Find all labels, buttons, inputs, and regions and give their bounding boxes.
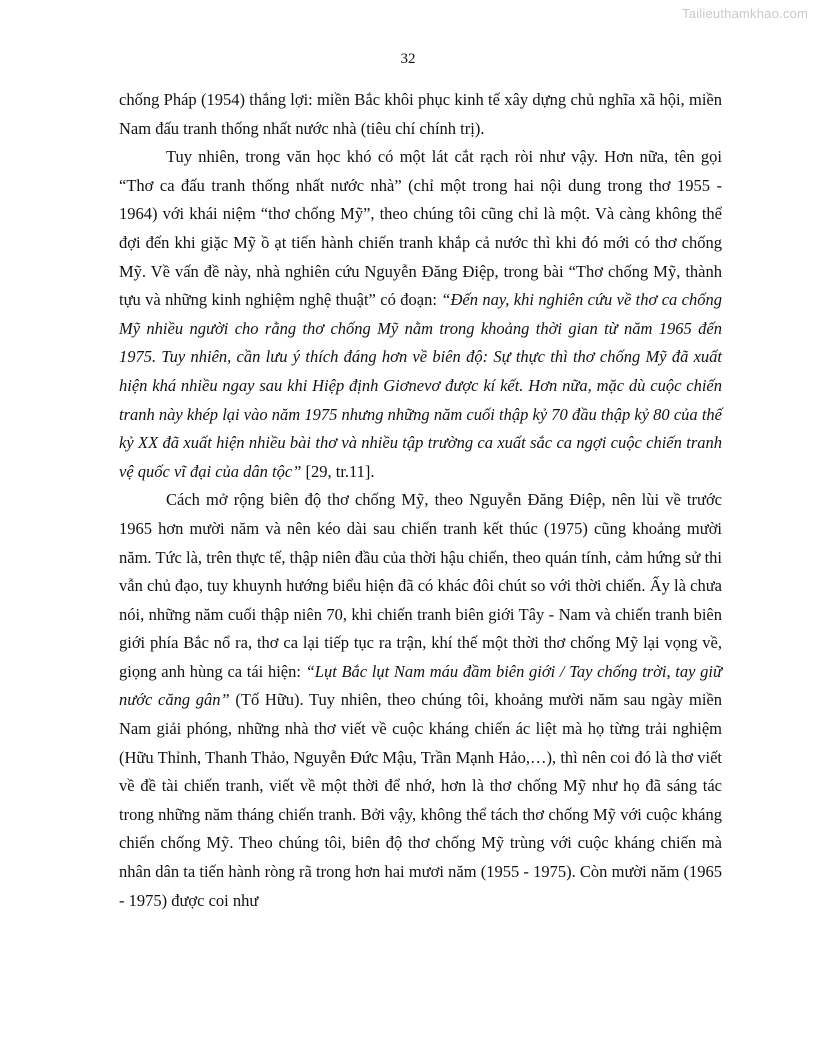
paragraph: [119, 86, 722, 143]
text-segment: (Tố Hữu). Tuy nhiên, theo chúng tôi, khoảng mười năm sau ngày miền Nam giải phóng, những nhà thơ viết về cuộc kháng chiến ác liệt mà họ từng trải nghiệm (Hữu Thỉnh, Thanh Thảo, Nguyễn Đức Mậu, Trần Mạnh Hảo,…), thì nên coi đó là thơ viết về đề tài chiến tranh, viết về một thời để nhớ, hơn là thơ chống Mỹ như họ đã sáng tác trong những năm tháng chiến tranh. Bởi vậy, không thể tách thơ chống Mỹ với cuộc kháng chiến chống Mỹ. Theo chúng tôi, biên độ thơ chống Mỹ trùng với cuộc kháng chiến mà nhân dân ta tiến hành ròng rã trong hơn hai mươi năm (1955 - 1975). Còn mười năm (1965 - 1975) được coi như: [119, 690, 722, 910]
watermark-text: Tailieuthamkhao.com: [682, 6, 808, 21]
text-segment: chống Pháp (1954) thắng lợi: miền Bắc khôi phục kinh tế xây dựng chủ nghĩa xã hội, miền Nam đấu tranh thống nhất nước nhà (tiêu chí chính trị).: [119, 90, 722, 138]
paragraph: [119, 486, 722, 915]
citation-segment: [29, tr.11].: [301, 461, 375, 481]
paragraph: [119, 143, 722, 486]
text-segment: Tuy nhiên, trong văn học khó có một lát cắt rạch ròi như vậy. Hơn nữa, tên gọi “Thơ ca đấu tranh thống nhất nước nhà” (chỉ một trong hai nội dung trong thơ 1955 - 1964) với khái niệm “thơ chống Mỹ”, theo chúng tôi cũng chỉ là một. Và càng không thể đợi đến khi giặc Mỹ ồ ạt tiến hành chiến tranh khắp cả nước thì khi đó mới có thơ chống Mỹ. Về vấn đề này, nhà nghiên cứu Nguyễn Đăng Điệp, trong bài “Thơ chống Mỹ, thành tựu và những kinh nghiệm nghệ thuật” có đoạn:: [119, 147, 722, 310]
page-number: 32: [400, 51, 416, 67]
document-body: [119, 86, 722, 915]
quote-segment: “Lụt Bắc lụt Nam máu đầm biên giới / Tay chống trời, tay giữ nước căng gân”: [119, 661, 722, 710]
quote-segment: “Đến nay, khi nghiên cứu về thơ ca chống Mỹ nhiều người cho rằng thơ chống Mỹ nằm trong khoảng thời gian từ năm 1965 đến 1975. Tuy nhiên, cần lưu ý thích đáng hơn về biên độ: Sự thực thì thơ chống Mỹ đã xuất hiện khá nhiều ngay sau khi Hiệp định Giơnevơ được kí kết. Hơn nữa, mặc dù cuộc chiến tranh này khép lại vào năm 1975 nhưng những năm cuối thập kỷ 70 đầu thập kỷ 80 của thế kỷ XX đã xuất hiện nhiều bài thơ và nhiều tập trường ca xuất sắc ca ngợi cuộc chiến tranh vệ quốc vĩ đại của dân tộc”: [119, 290, 722, 481]
text-segment: Cách mở rộng biên độ thơ chống Mỹ, theo Nguyễn Đăng Điệp, nên lùi về trước 1965 hơn mười năm và nên kéo dài sau chiến tranh kết thúc (1975) cũng khoảng mười năm. Tức là, trên thực tế, thập niên đầu của thời hậu chiến, theo quán tính, cảm hứng sử thi vẫn chủ đạo, tuy khuynh hướng biểu hiện đã có khác đôi chút so với thời chiến. Ấy là chưa nói, những năm cuối thập niên 70, khi chiến tranh biên giới Tây - Nam và chiến tranh biên giới phía Bắc nổ ra, thơ ca lại tiếp tục ra trận, khí thế một thời thơ chống Mỹ lại vọng về, giọng anh hùng ca tái hiện:: [119, 490, 722, 681]
